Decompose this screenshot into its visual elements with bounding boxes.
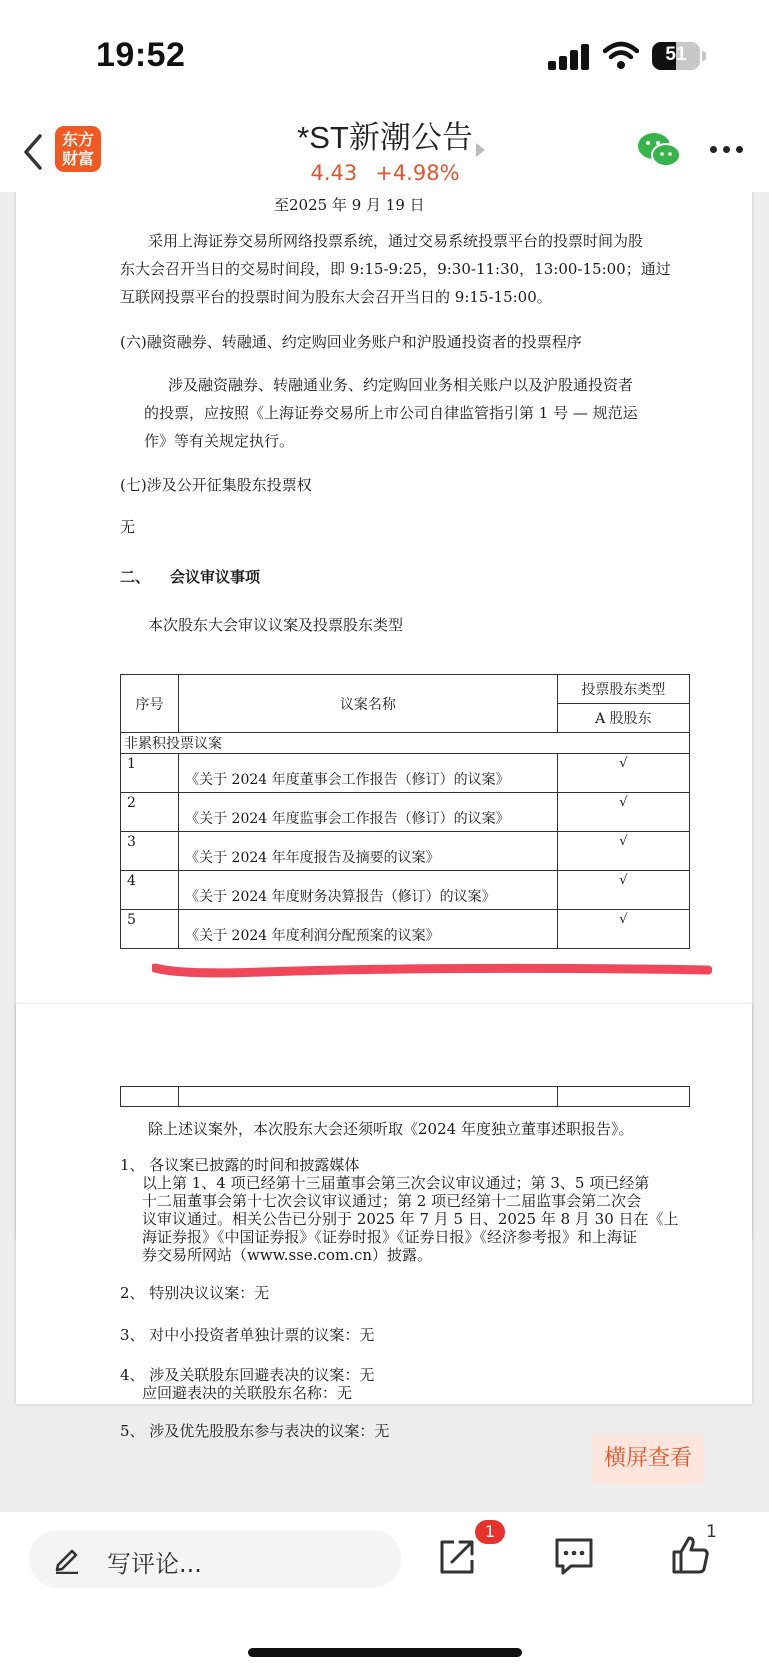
- row-proposal-name: 《关于 2024 年度董事会工作报告（修订）的议案》: [179, 754, 558, 793]
- battery-tip: [702, 51, 706, 61]
- section-7-heading: (七)涉及公开征集股东投票权: [120, 476, 312, 494]
- proposal-table: [120, 674, 690, 949]
- share-icon[interactable]: [436, 1536, 478, 1578]
- stock-change: +4.98%: [375, 161, 460, 185]
- extra-report-line: 除上述议案外，本次股东大会还须听取《2024 年度独立董事述职报告》。: [148, 1120, 634, 1138]
- row-proposal-name: 《关于 2024 年度利润分配预案的议案》: [179, 910, 558, 949]
- table-intro: 本次股东大会审议议案及投票股东类型: [148, 616, 404, 634]
- row-number: 1: [121, 754, 179, 793]
- item-5: 5、 涉及优先股股东参与表决的议案：无: [120, 1422, 390, 1440]
- row-number: 2: [121, 793, 179, 832]
- item-1-line: 议审议通过。相关公告已分别于 2025 年 7 月 5 日、2025 年 8 月 30 日在《上: [142, 1210, 679, 1228]
- table-row: [121, 793, 690, 832]
- battery-icon: [652, 42, 700, 70]
- paragraph-line: 涉及融资融券、转融通业务、约定购回业务相关账户以及沪股通投资者: [168, 376, 634, 394]
- wifi-icon: [603, 40, 639, 70]
- row-proposal-name: 《关于 2024 年年度报告及摘要的议案》: [179, 832, 558, 871]
- status-bar: [0, 0, 769, 110]
- comment-placeholder: 写评论...: [107, 1550, 202, 1578]
- paragraph-line: 采用上海证券交易所网络投票系统，通过交易系统投票平台的投票时间为股: [148, 232, 644, 250]
- cellular-signal-icon: [548, 44, 592, 70]
- section-2-title: 会议审议事项: [170, 568, 261, 586]
- table-header-no: 序号: [121, 675, 179, 733]
- row-proposal-name: 《关于 2024 年度财务决算报告（修订）的议案》: [179, 871, 558, 910]
- table-header-type: 投票股东类型: [557, 675, 689, 704]
- table-row: [121, 871, 690, 910]
- table-row: [121, 910, 690, 949]
- paragraph-line: 的投票，应按照《上海证券交易所上市公司自律监管指引第 1 号 — 规范运: [144, 404, 638, 422]
- table-continuation: [120, 1086, 690, 1107]
- app-logo: 东方 财富: [55, 126, 101, 172]
- comment-input[interactable]: [29, 1530, 401, 1588]
- page-title: *ST新潮公告: [297, 120, 473, 155]
- row-number: 4: [121, 871, 179, 910]
- expand-triangle-icon[interactable]: [476, 143, 485, 157]
- row-proposal-name: 《关于 2024 年度监事会工作报告（修订）的议案》: [179, 793, 558, 832]
- pen-icon: [53, 1544, 81, 1574]
- item-4: 4、 涉及关联股东回避表决的议案：无: [120, 1366, 375, 1384]
- row-check-mark: √: [557, 832, 689, 871]
- more-icon[interactable]: [710, 146, 744, 156]
- share-count-badge: 1: [475, 1520, 505, 1544]
- stock-quote: [180, 161, 590, 185]
- table-header-name: 议案名称: [179, 675, 558, 733]
- document-viewer[interactable]: [0, 192, 769, 1512]
- table-section-row: 非累积投票议案: [121, 733, 690, 754]
- wechat-icon[interactable]: [636, 130, 682, 170]
- stock-title-block[interactable]: [180, 112, 590, 185]
- table-row: [121, 832, 690, 871]
- row-number: 5: [121, 910, 179, 949]
- clock: 19:52: [96, 36, 186, 74]
- paragraph-line: 互联网投票平台的投票时间为股东大会召开当日的 9:15-15:00。: [120, 288, 552, 306]
- table-row: [121, 754, 690, 793]
- paragraph-line: 作》等有关规定执行。: [144, 432, 295, 450]
- bottom-action-bar: [0, 1512, 769, 1665]
- item-4-detail: 应回避表决的关联股东名称：无: [142, 1384, 353, 1402]
- stock-price: 4.43: [310, 161, 358, 185]
- section-2-number: 二、: [120, 568, 151, 586]
- row-check-mark: √: [557, 910, 689, 949]
- app-header: [0, 110, 769, 192]
- section-7-body: 无: [120, 518, 136, 536]
- landscape-view-button[interactable]: 横屏查看: [592, 1434, 704, 1484]
- row-check-mark: √: [557, 793, 689, 832]
- red-highlight-stroke: [152, 960, 712, 978]
- battery-percent: 51: [665, 44, 687, 65]
- comment-icon[interactable]: [553, 1536, 595, 1576]
- item-1-line: 以上第 1、4 项已经第十三届董事会第三次会议审议通过；第 3、5 项已经第: [142, 1174, 650, 1192]
- paragraph-line: 东大会召开当日的交易时间段，即 9:15-9:25，9:30-11:30，13:00-15:00；通过: [120, 260, 671, 278]
- item-2: 2、 特别决议议案：无: [120, 1284, 270, 1302]
- item-1-line: 券交易所网站（www.sse.com.cn）披露。: [142, 1246, 433, 1264]
- back-chevron-icon[interactable]: [18, 130, 48, 174]
- section-6-heading: (六)融资融券、转融通、约定购回业务账户和沪股通投资者的投票程序: [120, 333, 582, 351]
- item-1-line: 海证券报》《中国证券报》《证券时报》《证券日报》《经济参考报》和上海证: [142, 1228, 638, 1246]
- document-page-2: [16, 1004, 752, 1440]
- item-1-title: 1、 各议案已披露的时间和披露媒体: [120, 1156, 360, 1174]
- home-indicator[interactable]: [248, 1648, 522, 1657]
- row-check-mark: √: [557, 871, 689, 910]
- row-check-mark: √: [557, 754, 689, 793]
- date-line: 至2025 年 9 月 19 日: [274, 196, 425, 214]
- row-number: 3: [121, 832, 179, 871]
- item-3: 3、 对中小投资者单独计票的议案：无: [120, 1326, 375, 1344]
- item-1-line: 十二届董事会第十七次会议审议通过；第 2 项已经第十二届监事会第二次会: [142, 1192, 642, 1210]
- table-header-a-share: A 股股东: [557, 704, 689, 733]
- like-count: 1: [706, 1522, 717, 1542]
